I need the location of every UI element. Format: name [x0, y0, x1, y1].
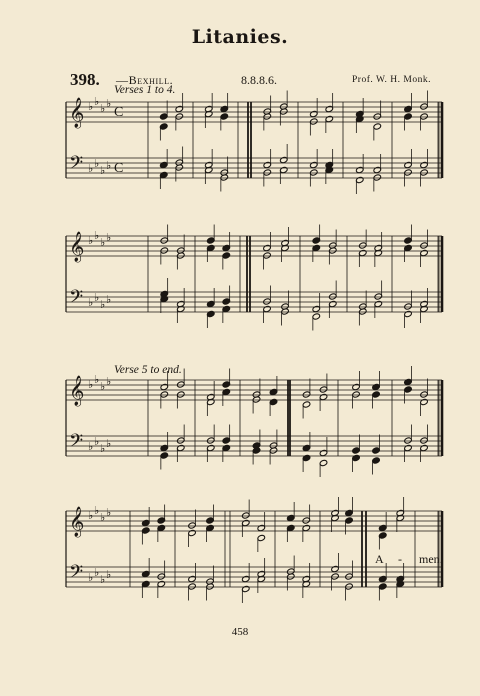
note-head [188, 529, 196, 536]
flat-icon: ♭ [106, 438, 112, 450]
flat-icon: ♭ [106, 98, 112, 110]
note-head [404, 437, 412, 444]
section-title: Litanies. [191, 26, 289, 48]
bass-clef-icon: 𝄢 [69, 562, 84, 587]
note-head [175, 105, 183, 112]
note-head [379, 524, 387, 531]
note-head [188, 575, 196, 582]
flat-icon: ♭ [94, 505, 100, 517]
note-head [352, 391, 360, 398]
hymn-number: 398. [70, 70, 100, 89]
note-head [404, 161, 412, 168]
note-head [142, 519, 150, 526]
note-head [420, 398, 428, 405]
flat-icon: ♭ [100, 574, 106, 586]
flat-icon: ♭ [100, 299, 106, 311]
note-head [404, 244, 412, 251]
note-head [222, 244, 230, 251]
note-head [222, 305, 230, 312]
flat-icon: ♭ [88, 101, 94, 113]
note-head [373, 174, 381, 181]
note-head [312, 313, 320, 320]
note-head [177, 381, 185, 388]
note-head [207, 444, 215, 451]
note-head [310, 110, 318, 117]
note-head [374, 300, 382, 307]
note-head [312, 237, 320, 244]
lyric-amen-men: men. [419, 552, 443, 566]
flat-icon: ♭ [94, 292, 100, 304]
note-head [319, 386, 327, 393]
verse-direction-last: Verse 5 to end. [114, 364, 182, 376]
note-head [220, 105, 228, 112]
note-head [177, 444, 185, 451]
note-head [404, 386, 412, 393]
note-head [242, 575, 250, 582]
note-head [263, 244, 271, 251]
flat-icon: ♭ [88, 441, 94, 453]
flat-icon: ♭ [106, 507, 112, 519]
meter: 8.8.8.6. [241, 73, 277, 87]
note-head [206, 524, 214, 531]
lyric-amen-dash: - [398, 552, 402, 566]
flat-icon: ♭ [100, 443, 106, 455]
note-head [331, 573, 339, 580]
note-head [373, 123, 381, 130]
bass-clef-icon: 𝄢 [69, 287, 84, 312]
note-head [420, 242, 428, 249]
note-head [379, 532, 387, 539]
note-head [310, 169, 318, 176]
note-head [359, 249, 367, 256]
treble-clef-icon: 𝄞 [69, 376, 85, 406]
note-head [157, 573, 165, 580]
note-head [207, 237, 215, 244]
note-head [359, 242, 367, 249]
note-head [329, 300, 337, 307]
flat-icon: ♭ [94, 374, 100, 386]
note-head [269, 398, 277, 405]
note-head [160, 113, 168, 120]
note-head [352, 454, 360, 461]
note-head [319, 449, 327, 456]
flat-icon: ♭ [106, 569, 112, 581]
note-head [404, 237, 412, 244]
flat-icon: ♭ [106, 160, 112, 172]
flat-icon: ♭ [106, 232, 112, 244]
note-head [287, 524, 295, 531]
note-head [379, 575, 387, 582]
bass-clef-icon: 𝄢 [69, 431, 84, 456]
note-head [257, 524, 265, 531]
music-system-4 [0, 503, 480, 603]
note-head [319, 459, 327, 466]
music-system-3 [0, 372, 480, 472]
note-head [302, 517, 310, 524]
note-head [257, 534, 265, 541]
note-head [302, 401, 310, 408]
treble-clef-icon: 𝄞 [69, 232, 85, 262]
note-head [420, 444, 428, 451]
note-head [345, 517, 353, 524]
note-head [345, 573, 353, 580]
flat-icon: ♭ [88, 163, 94, 175]
note-head [207, 300, 215, 307]
note-head [420, 249, 428, 256]
note-head [420, 103, 428, 110]
note-head [373, 166, 381, 173]
note-head [420, 113, 428, 120]
note-head [312, 305, 320, 312]
note-head [269, 388, 277, 395]
note-head [372, 447, 380, 454]
flat-icon: ♭ [88, 379, 94, 391]
flat-icon: ♭ [100, 165, 106, 177]
note-head [302, 391, 310, 398]
note-head [420, 161, 428, 168]
note-head [352, 383, 360, 390]
note-head [325, 105, 333, 112]
note-head [157, 517, 165, 524]
note-head [263, 169, 271, 176]
note-head [188, 583, 196, 590]
note-head [420, 391, 428, 398]
note-head [420, 437, 428, 444]
flat-icon: ♭ [88, 510, 94, 522]
note-head [280, 156, 288, 163]
note-head [345, 583, 353, 590]
note-head [160, 247, 168, 254]
flat-icon: ♭ [94, 96, 100, 108]
note-head [302, 524, 310, 531]
music-system-1 [0, 94, 480, 194]
time-signature-icon: C [114, 161, 124, 176]
note-head [372, 391, 380, 398]
note-head [160, 237, 168, 244]
note-head [160, 444, 168, 451]
flat-icon: ♭ [100, 103, 106, 115]
note-head [160, 123, 168, 130]
note-head [263, 305, 271, 312]
note-head [175, 113, 183, 120]
note-head [404, 169, 412, 176]
note-head [160, 171, 168, 178]
note-head [207, 437, 215, 444]
treble-clef-icon: 𝄞 [69, 507, 85, 537]
note-head [242, 585, 250, 592]
flat-icon: ♭ [94, 230, 100, 242]
note-head [345, 509, 353, 516]
page-number: 458 [231, 626, 249, 638]
note-head [222, 437, 230, 444]
note-head [157, 580, 165, 587]
flat-icon: ♭ [100, 381, 106, 393]
note-head [242, 519, 250, 526]
flat-icon: ♭ [106, 294, 112, 306]
note-head [373, 113, 381, 120]
note-head [404, 113, 412, 120]
note-head [142, 570, 150, 577]
note-head [222, 252, 230, 259]
note-head [356, 166, 364, 173]
flat-icon: ♭ [100, 237, 106, 249]
note-head [206, 517, 214, 524]
note-head [160, 452, 168, 459]
note-head [177, 437, 185, 444]
note-head [220, 113, 228, 120]
note-head [374, 293, 382, 300]
note-head [280, 166, 288, 173]
note-head [142, 527, 150, 534]
note-head [160, 391, 168, 398]
note-head [329, 293, 337, 300]
note-head [207, 310, 215, 317]
note-head [319, 393, 327, 400]
note-head [404, 105, 412, 112]
note-head [160, 161, 168, 168]
note-head [404, 303, 412, 310]
bass-clef-icon: 𝄢 [69, 153, 84, 178]
note-head [222, 381, 230, 388]
flat-icon: ♭ [106, 376, 112, 388]
composer: Prof. W. H. Monk. [352, 75, 431, 85]
tune-name: —Bexhill. [116, 73, 174, 87]
note-head [312, 244, 320, 251]
note-head [404, 310, 412, 317]
note-head [222, 388, 230, 395]
note-head [310, 118, 318, 125]
time-signature-icon: C [114, 105, 124, 120]
note-head [157, 524, 165, 531]
note-head [222, 298, 230, 305]
note-head [325, 115, 333, 122]
flat-icon: ♭ [94, 436, 100, 448]
note-head [379, 583, 387, 590]
note-head [302, 454, 310, 461]
flat-icon: ♭ [88, 297, 94, 309]
note-head [142, 580, 150, 587]
verse-direction-first: Verses 1 to 4. [114, 84, 176, 96]
note-head [302, 444, 310, 451]
note-head [160, 383, 168, 390]
note-head [331, 565, 339, 572]
note-head [372, 457, 380, 464]
note-head [420, 169, 428, 176]
note-head [177, 391, 185, 398]
note-head [356, 176, 364, 183]
note-head [207, 244, 215, 251]
note-head [263, 252, 271, 259]
treble-clef-icon: 𝄞 [69, 98, 85, 128]
note-head [404, 378, 412, 385]
flat-icon: ♭ [88, 235, 94, 247]
note-head [188, 522, 196, 529]
note-head [287, 514, 295, 521]
note-head [372, 383, 380, 390]
note-head [352, 447, 360, 454]
flat-icon: ♭ [100, 512, 106, 524]
lyric-amen-a: A [375, 552, 384, 566]
flat-icon: ♭ [94, 567, 100, 579]
flat-icon: ♭ [88, 572, 94, 584]
flat-icon: ♭ [94, 158, 100, 170]
note-head [222, 444, 230, 451]
note-head [310, 161, 318, 168]
note-head [242, 512, 250, 519]
music-system-2 [0, 228, 480, 328]
note-head [263, 298, 271, 305]
note-head [404, 444, 412, 451]
note-head [263, 161, 271, 168]
